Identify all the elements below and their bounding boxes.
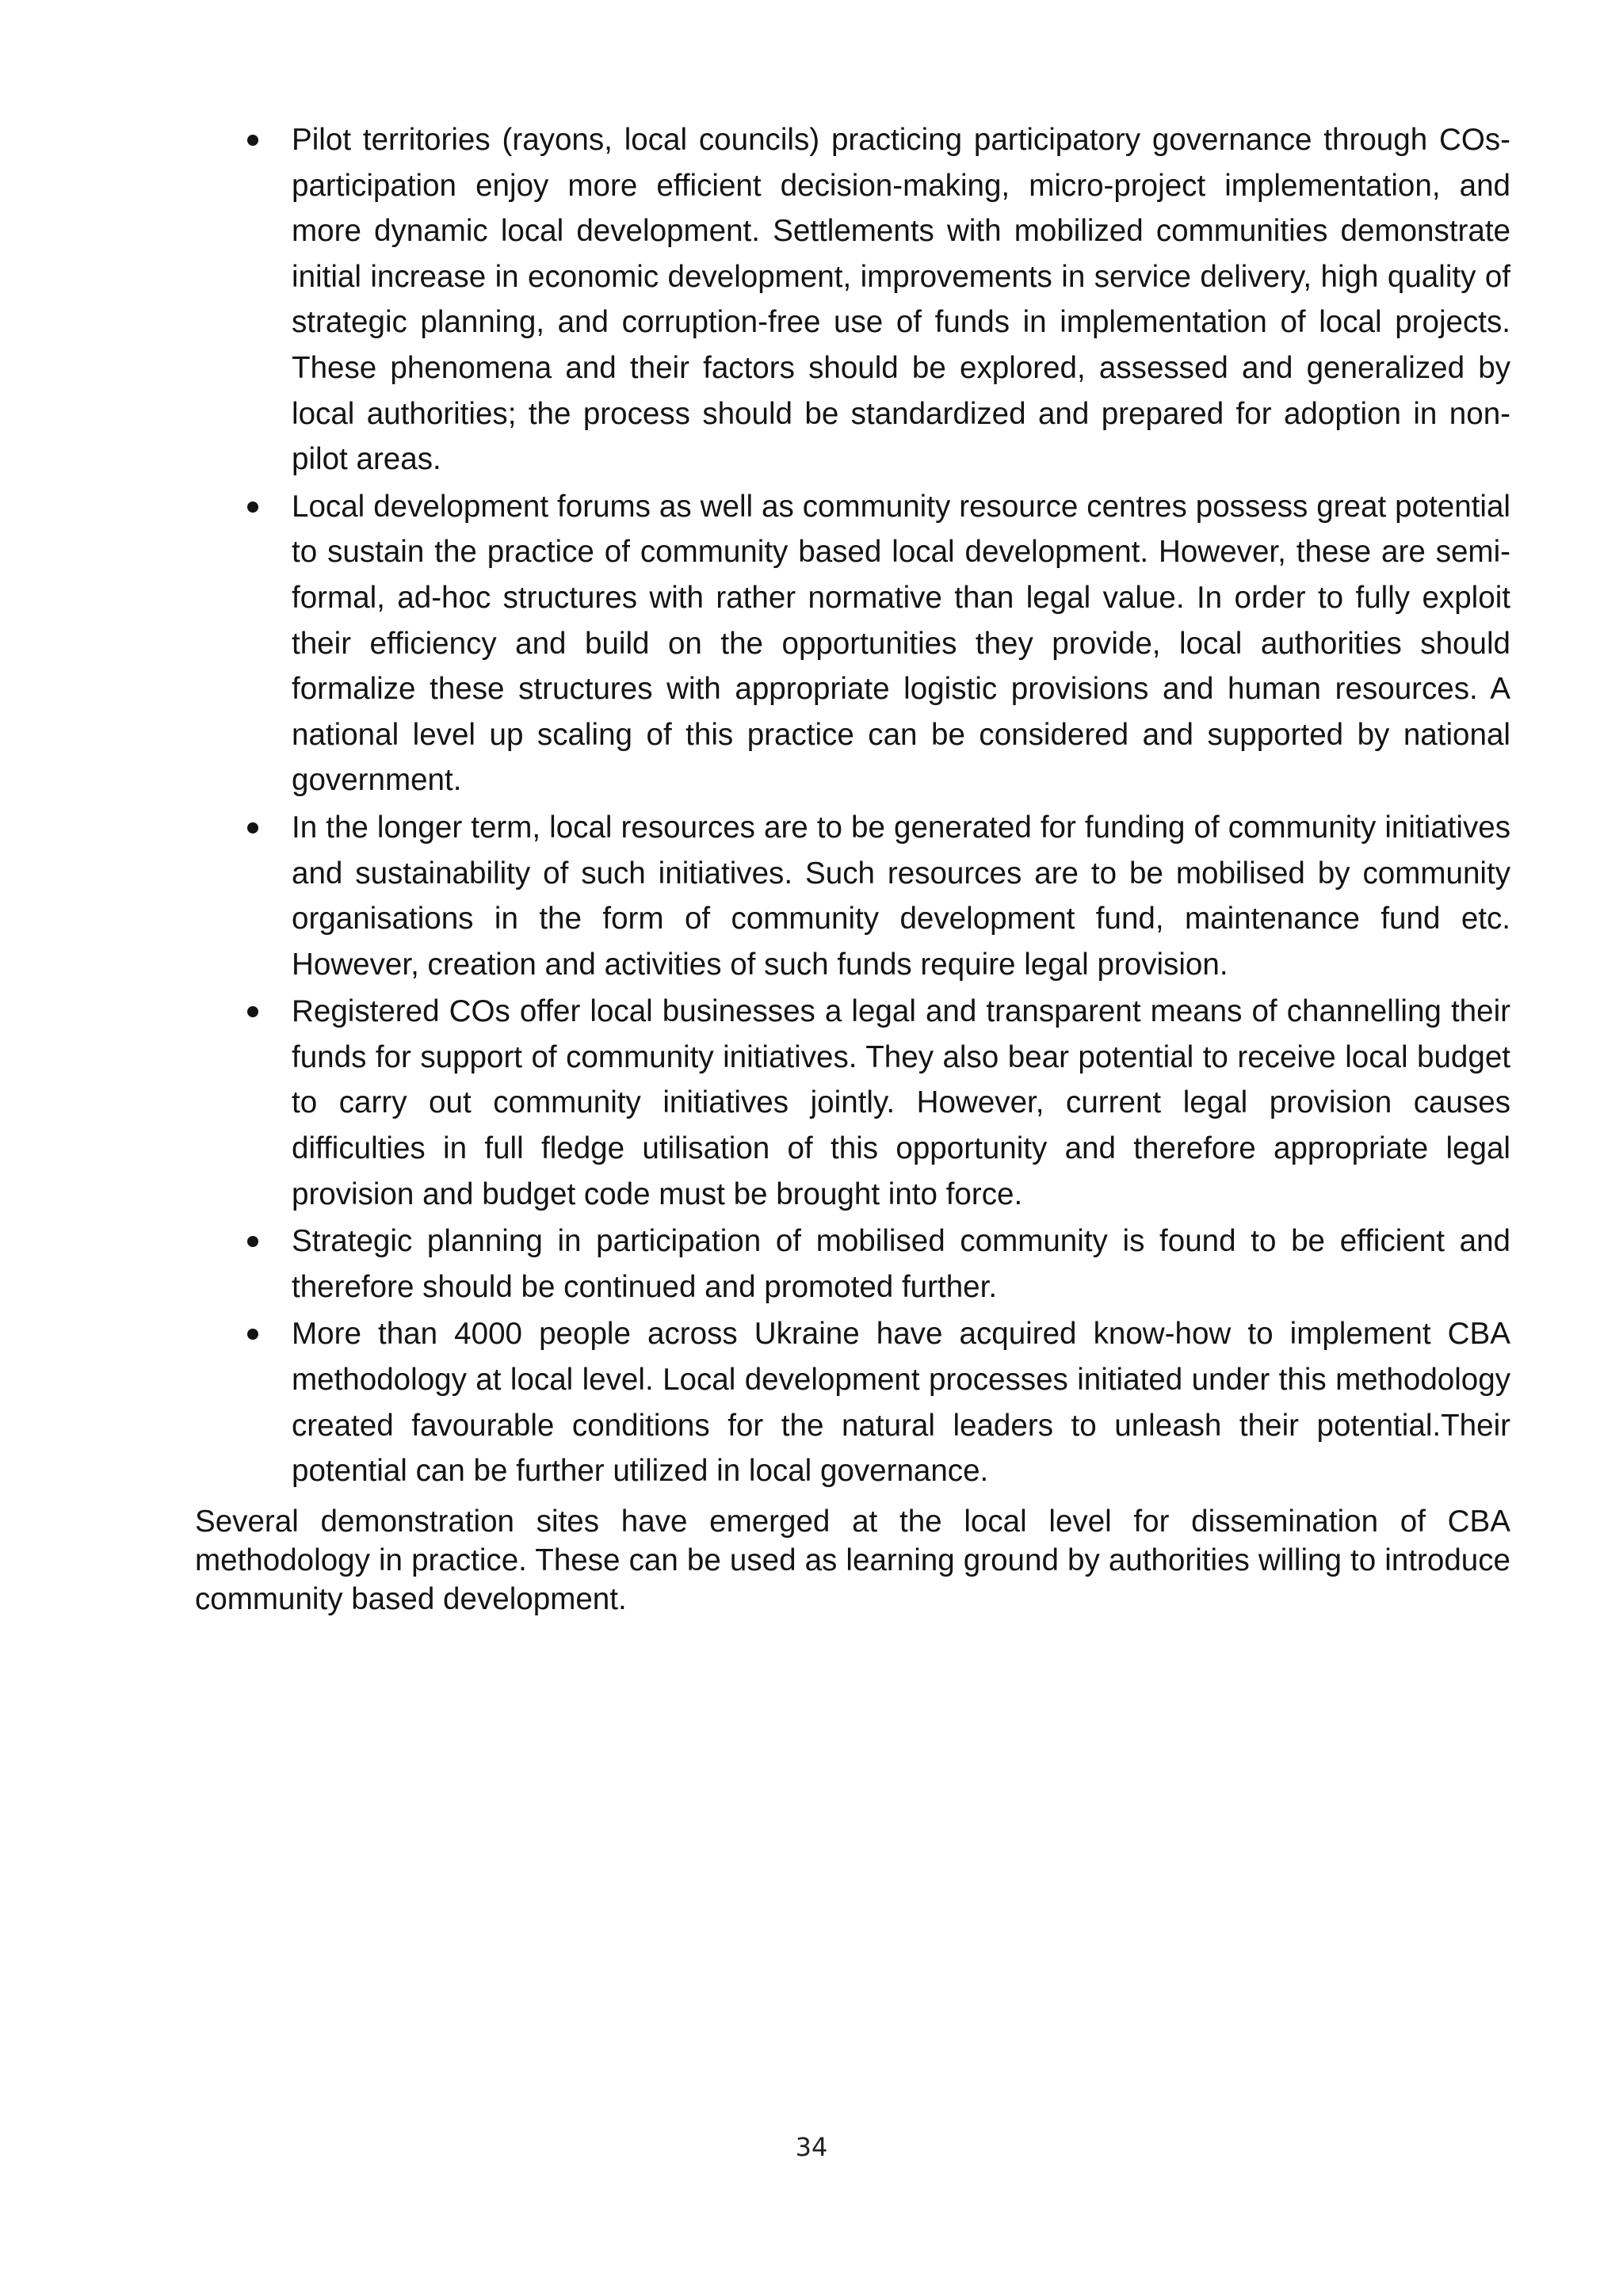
bullet-icon [247,135,258,146]
bullet-icon [247,1236,258,1247]
list-item-text: Strategic planning in participation of mobilised community is found to be efficient and therefore should be continued and promoted further. [292,1224,1510,1304]
bullet-icon [247,1329,258,1340]
list-item [195,1219,1510,1310]
list-item [195,117,1510,482]
bullet-icon [247,1006,258,1017]
recommendations-list [195,117,1510,1496]
list-item [195,989,1510,1217]
list-item-text: Pilot territories (rayons, local councils) practicing participatory governance through COs-participation enjoy more efficient decision-making, micro-project implementation, and more dynamic local development. Settlements with mobilized communities demonstrate initial increase in economic development, improvements in service delivery, high quality of strategic planning, and corruption-free use of funds in implementation of local projects. These phenomena and their factors should be explored, assessed and generalized by local authorities; the process should be standardized and prepared for adoption in non-pilot areas. [292,123,1510,477]
closing-paragraph: Several demonstration sites have emerged at the local level for dissemination of CBA methodology in practice. These can be used as learning ground by authorities willing to introduce community based development. [195,1505,1510,1616]
list-item [195,484,1510,803]
page-number: 34 [795,2132,828,2162]
list-item [195,1311,1510,1493]
bullet-icon [247,502,258,513]
list-item-text: In the longer term, local resources are to be generated for funding of community initiatives and sustainability of such initiatives. Such resources are to be mobilised by community organisations in the form of community development fund, maintenance fund etc. However, creation and activities of such funds require legal provision. [292,810,1510,982]
list-item-text: Local development forums as well as community resource centres possess great potential to sustain the practice of community based local development. However, these are semi-formal, ad-hoc structures with rather normative than legal value. In order to fully exploit their efficiency and build on the opportunities they provide, local authorities should formalize these structures with appropriate logistic provisions and human resources. A national level up scaling of this practice can be considered and supported by national government. [292,489,1510,798]
bullet-icon [247,822,258,833]
list-item-text: More than 4000 people across Ukraine have acquired know-how to implement CBA methodology at local level. Local development processes initiated under this methodology created favourable conditions for the natural leaders to unleash their potential.Their potential can be further utilized in local governance. [292,1317,1510,1489]
list-item [195,805,1510,987]
list-item-text: Registered COs offer local businesses a legal and transparent means of channelling their funds for support of community initiatives. They also bear potential to receive local budget to carry out community initiatives jointly. However, current legal provision causes difficulties in full fledge utilisation of this opportunity and therefore appropriate legal provision and budget code must be brought into force. [292,994,1510,1211]
